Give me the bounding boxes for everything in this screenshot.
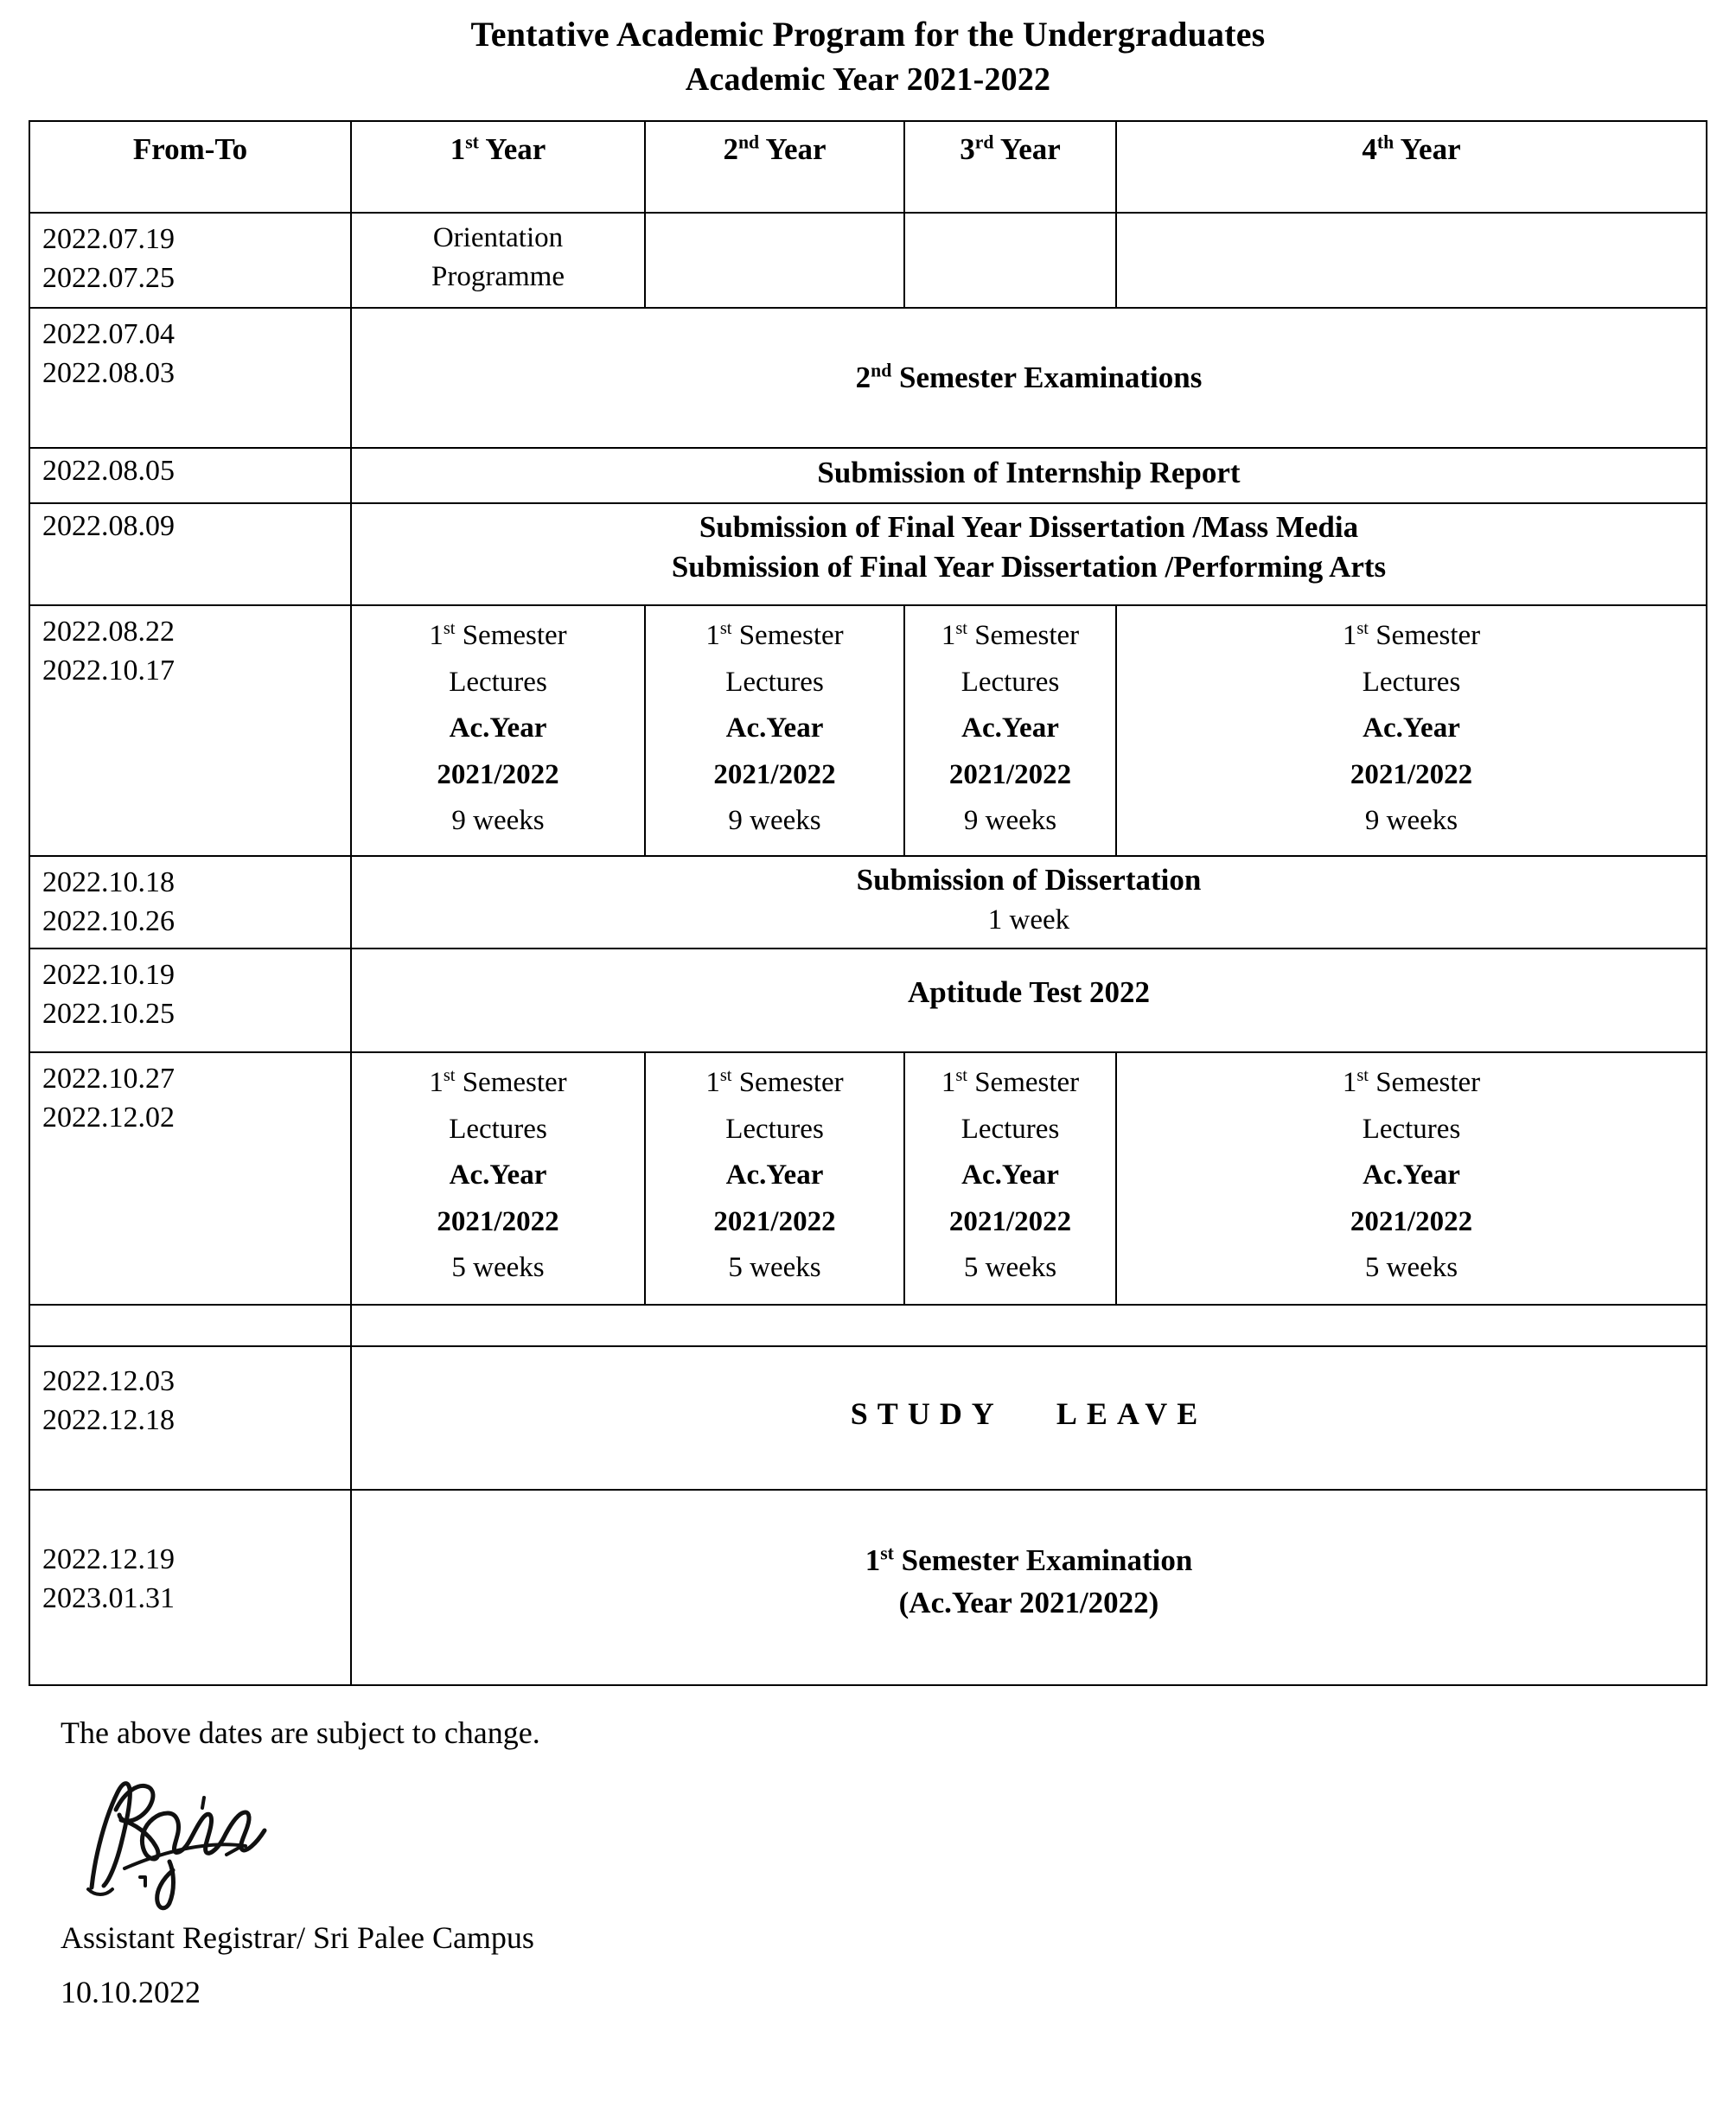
table-row-spacer <box>29 1305 1707 1346</box>
document-footer <box>61 1712 1736 2013</box>
header-cell-date <box>29 121 351 213</box>
date-from: 2022.08.22 <box>42 616 175 648</box>
lect5-y1-sem-number: 1 <box>429 1067 444 1099</box>
cell-dissertation <box>351 856 1707 949</box>
lect5-y3-sem-number: 1 <box>941 1067 956 1099</box>
date-from: 2022.07.04 <box>42 317 175 350</box>
header-year3-ordinal: rd <box>974 131 994 153</box>
lect5-y4-duration: 5 weeks <box>1364 1252 1458 1284</box>
lect5-y3-acyear: Ac.Year <box>961 1159 1059 1191</box>
lect5-y3-sem-rest: Semester <box>967 1067 1080 1099</box>
study-leave-spacer <box>1004 1396 1056 1431</box>
lect9-y4-year-range: 2021/2022 <box>1350 758 1473 790</box>
title-line-2: Academic Year 2021-2022 <box>685 61 1051 98</box>
date-from: 2022.10.19 <box>42 959 175 992</box>
cell-final-dissertation <box>351 503 1707 605</box>
lect5-y1-year-range: 2021/2022 <box>437 1205 559 1237</box>
header-year2-ordinal: nd <box>737 131 760 153</box>
final-dissertation-line-2: Submission of Final Year Dissertation /Performing Arts <box>671 549 1387 584</box>
lect5-y2-year-range: 2021/2022 <box>713 1205 836 1237</box>
spacer-cell-body <box>351 1305 1707 1346</box>
table-row-first-semester-examination <box>29 1490 1707 1685</box>
table-row-final-year-dissertation <box>29 503 1707 605</box>
cell-orientation-year1 <box>351 213 645 308</box>
cell-orientation-year2 <box>645 213 904 308</box>
lect9-y1-sem-ordinal: st <box>443 619 456 639</box>
date-from: 2022.07.19 <box>42 222 175 255</box>
orientation-line-2: Programme <box>431 261 565 293</box>
lect5-y2-lectures: Lectures <box>725 1113 824 1145</box>
lect9-y2-year-range: 2021/2022 <box>713 758 836 790</box>
date-to: 2022.10.17 <box>42 655 175 687</box>
date-to: 2022.10.26 <box>42 905 175 938</box>
header-year3-rest: Year <box>993 131 1061 166</box>
lect5-y2-sem-ordinal: st <box>719 1066 732 1086</box>
lect9-y1-sem-number: 1 <box>429 620 444 652</box>
lect9-y2-lectures: Lectures <box>725 666 824 698</box>
header-year4-rest: Year <box>1394 131 1461 166</box>
lect5-y1-sem-ordinal: st <box>443 1066 456 1086</box>
lect5-y3-year-range: 2021/2022 <box>948 1205 1072 1237</box>
signature-block <box>73 1760 436 1913</box>
lect9-y1-sem-rest: Semester <box>455 620 567 652</box>
cell-sem1-exam <box>351 1490 1707 1685</box>
date-from: 2022.08.09 <box>42 510 175 543</box>
date-from: 2022.10.27 <box>42 1063 175 1095</box>
lect9-y3-acyear: Ac.Year <box>961 712 1059 744</box>
lect9-y3-sem-number: 1 <box>941 620 956 652</box>
lect9-y4-sem-number: 1 <box>1342 620 1357 652</box>
lect5-y1-duration: 5 weeks <box>451 1252 545 1284</box>
lect9-y4-sem-rest: Semester <box>1368 620 1481 652</box>
page-title <box>0 0 1736 101</box>
signature-icon <box>73 1760 436 1913</box>
lect9-y3-sem-rest: Semester <box>967 620 1080 652</box>
lect5-y2-acyear: Ac.Year <box>725 1159 824 1191</box>
table-row-orientation <box>29 213 1707 308</box>
date-to: 2022.08.03 <box>42 356 175 389</box>
table-row-internship-report <box>29 448 1707 503</box>
lect9-y2-sem-ordinal: st <box>719 619 732 639</box>
signature-date: 10.10.2022 <box>61 1974 201 2009</box>
lect5-y2-sem-rest: Semester <box>731 1067 844 1099</box>
cell-sem2-exams <box>351 308 1707 448</box>
header-year2-number: 2 <box>723 131 738 166</box>
date-to: 2022.12.18 <box>42 1404 175 1437</box>
cell-lectures-5w-year1 <box>351 1052 645 1305</box>
date-from: 2022.12.03 <box>42 1365 175 1398</box>
final-dissertation-line-1: Submission of Final Year Dissertation /Mass Media <box>699 510 1359 545</box>
cell-aptitude <box>351 949 1707 1052</box>
cell-orientation-year3 <box>904 213 1116 308</box>
lect9-y4-sem-ordinal: st <box>1356 619 1369 639</box>
date-cell-sem2-exams <box>29 308 351 448</box>
date-cell-orientation <box>29 213 351 308</box>
date-cell-study-leave <box>29 1346 351 1490</box>
header-year4-number: 4 <box>1362 131 1377 166</box>
date-cell-aptitude <box>29 949 351 1052</box>
lect5-y4-acyear: Ac.Year <box>1363 1159 1460 1191</box>
table-row-aptitude-test <box>29 949 1707 1052</box>
header-year2-rest: Year <box>759 131 827 166</box>
cell-lectures-9w-year2 <box>645 605 904 856</box>
sem2-exams-number: 2 <box>855 360 871 394</box>
lect5-y1-lectures: Lectures <box>449 1113 547 1145</box>
lect9-y2-sem-number: 1 <box>705 620 720 652</box>
header-cell-year3 <box>904 121 1116 213</box>
date-cell-final-dissertation <box>29 503 351 605</box>
internship-text: Submission of Internship Report <box>817 455 1241 489</box>
cell-study-leave <box>351 1346 1707 1490</box>
sem1-exam-ordinal: st <box>880 1543 894 1564</box>
academic-calendar-table-wrapper <box>29 120 1706 1686</box>
lect9-y1-year-range: 2021/2022 <box>437 758 559 790</box>
cell-orientation-year4 <box>1116 213 1707 308</box>
date-cell-sem1-exam <box>29 1490 351 1685</box>
lect5-y2-sem-number: 1 <box>705 1067 720 1099</box>
lect5-y3-duration: 5 weeks <box>963 1252 1057 1284</box>
lect9-y4-duration: 9 weeks <box>1364 805 1458 837</box>
sem1-exam-line-2: (Ac.Year 2021/2022) <box>898 1586 1159 1620</box>
lect5-y2-duration: 5 weeks <box>728 1252 821 1284</box>
lect5-y4-sem-rest: Semester <box>1368 1067 1481 1099</box>
dissertation-line-2: 1 week <box>987 904 1070 936</box>
cell-lectures-5w-year4 <box>1116 1052 1707 1305</box>
header-year1-rest: Year <box>478 131 546 166</box>
lect9-y2-duration: 9 weeks <box>728 805 821 837</box>
table-row-study-leave <box>29 1346 1707 1490</box>
table-row-lectures-five-weeks <box>29 1052 1707 1305</box>
date-from: 2022.10.18 <box>42 866 175 899</box>
lect5-y1-acyear: Ac.Year <box>449 1159 547 1191</box>
sem1-exam-number: 1 <box>865 1543 881 1578</box>
study-leave-word-2: LEAVE <box>1056 1396 1208 1432</box>
header-cell-year4 <box>1116 121 1707 213</box>
table-row-second-semester-examinations <box>29 308 1707 448</box>
cell-lectures-9w-year4 <box>1116 605 1707 856</box>
study-leave-word-1: STUDY <box>850 1396 1004 1432</box>
sem2-exams-ordinal: nd <box>871 360 892 381</box>
header-cell-year1 <box>351 121 645 213</box>
disclaimer-note: The above dates are subject to change. <box>61 1715 540 1751</box>
title-line-1: Tentative Academic Program for the Undergraduates <box>470 15 1266 54</box>
lect9-y2-sem-rest: Semester <box>731 620 844 652</box>
cell-internship <box>351 448 1707 503</box>
lect5-y3-sem-ordinal: st <box>955 1066 967 1086</box>
cell-lectures-5w-year2 <box>645 1052 904 1305</box>
lect9-y4-lectures: Lectures <box>1362 666 1461 698</box>
date-to: 2023.01.31 <box>42 1582 175 1615</box>
cell-lectures-9w-year3 <box>904 605 1116 856</box>
lect9-y1-acyear: Ac.Year <box>449 712 547 744</box>
date-to: 2022.12.02 <box>42 1102 175 1134</box>
lect5-y4-year-range: 2021/2022 <box>1350 1205 1473 1237</box>
cell-lectures-9w-year1 <box>351 605 645 856</box>
cell-lectures-5w-year3 <box>904 1052 1116 1305</box>
academic-calendar-table <box>29 120 1707 1686</box>
header-year3-number: 3 <box>960 131 975 166</box>
lect9-y1-duration: 9 weeks <box>451 805 545 837</box>
date-cell-lectures-5w <box>29 1052 351 1305</box>
lect9-y3-lectures: Lectures <box>961 666 1060 698</box>
aptitude-text: Aptitude Test 2022 <box>907 975 1151 1010</box>
lect5-y4-sem-ordinal: st <box>1356 1066 1369 1086</box>
date-cell-internship <box>29 448 351 503</box>
lect9-y3-duration: 9 weeks <box>963 805 1057 837</box>
table-row-lectures-nine-weeks <box>29 605 1707 856</box>
sem2-exams-text: Semester Examinations <box>891 360 1203 394</box>
date-from: 2022.08.05 <box>42 454 175 487</box>
header-label-date: From-To <box>132 131 248 166</box>
lect5-y4-lectures: Lectures <box>1362 1113 1461 1145</box>
spacer-cell-date <box>29 1305 351 1346</box>
table-row-submission-of-dissertation <box>29 856 1707 949</box>
sem1-exam-text: Semester Examination <box>893 1543 1193 1578</box>
lect9-y2-acyear: Ac.Year <box>725 712 824 744</box>
lect5-y1-sem-rest: Semester <box>455 1067 567 1099</box>
lect9-y1-lectures: Lectures <box>449 666 547 698</box>
date-to: 2022.07.25 <box>42 261 175 294</box>
orientation-line-1: Orientation <box>432 221 564 253</box>
date-to: 2022.10.25 <box>42 998 175 1031</box>
header-year4-ordinal: th <box>1376 131 1395 153</box>
table-header-row <box>29 121 1707 213</box>
header-year1-number: 1 <box>450 131 466 166</box>
date-cell-lectures-9w <box>29 605 351 856</box>
signatory-role: Assistant Registrar/ Sri Palee Campus <box>61 1919 534 1955</box>
header-cell-year2 <box>645 121 904 213</box>
lect5-y3-lectures: Lectures <box>961 1113 1060 1145</box>
date-from: 2022.12.19 <box>42 1543 175 1576</box>
dissertation-line-1: Submission of Dissertation <box>856 863 1202 897</box>
lect9-y4-acyear: Ac.Year <box>1363 712 1460 744</box>
lect5-y4-sem-number: 1 <box>1342 1067 1357 1099</box>
header-year1-ordinal: st <box>465 131 479 153</box>
lect9-y3-sem-ordinal: st <box>955 619 967 639</box>
lect9-y3-year-range: 2021/2022 <box>948 758 1072 790</box>
date-cell-dissertation <box>29 856 351 949</box>
